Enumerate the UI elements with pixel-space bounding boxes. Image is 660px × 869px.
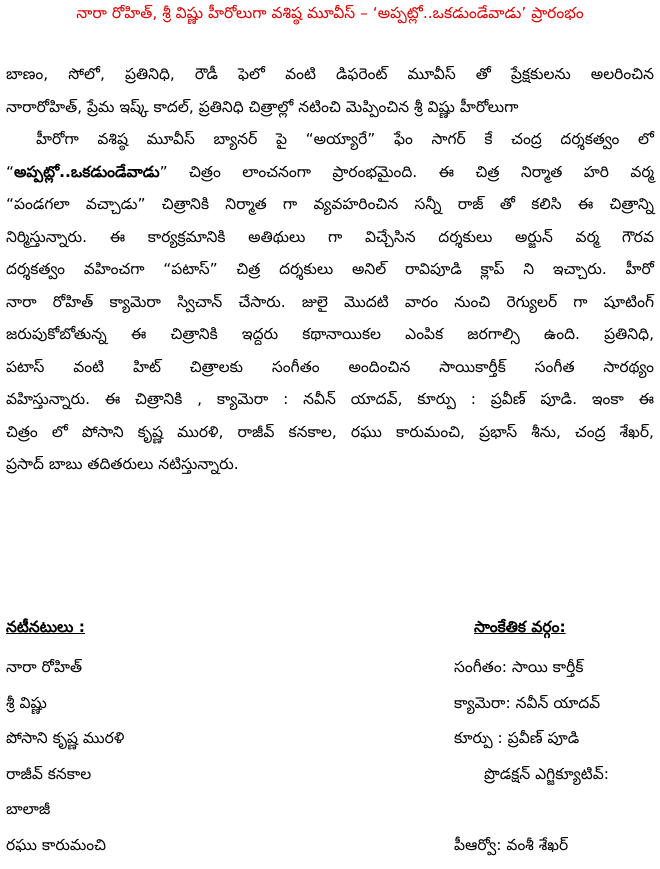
cast-item: రఘు కారుమంచి bbox=[6, 835, 107, 854]
article-title: నారా రోహిత్, శ్రీ విష్ణు హీరోలుగా వశిష్ఠ మూవీస్ – ‘అప్పట్లో..ఒకడుండేవాడు’ ప్రారంభం bbox=[76, 4, 584, 22]
article-body bbox=[0, 58, 660, 481]
cast-item: రాజీవ్ కనకాల bbox=[6, 764, 92, 783]
cast-item: నారా రోహిత్ bbox=[6, 658, 83, 676]
cast-item: బాలాజీ bbox=[6, 800, 51, 818]
crew-item: పీఆర్వో: వంశీ శేఖర్ bbox=[454, 835, 569, 854]
article-line: బాణం, సోలో, ప్రతినిధి, రౌడీ ఫెలో వంటి డిఫరెంట్ మూవీస్ తో ప్రేక్షకులను అలరించిన bbox=[6, 65, 654, 83]
article-line: నారా రోహిత్ క్యామెరా స్విచాన్ చేసారు. జులై మొదటి వారం నుంచి రెగ్యులర్ గా షూటింగ్ bbox=[6, 292, 654, 311]
article-line: జరుపుకోబోతున్న ఈ చిత్రానికి ఇద్దరు కథానాయికల ఎంపిక జరగాల్సి ఉంది. ప్రతినిధి, bbox=[6, 325, 654, 343]
cast-item: శ్రీ విష్ణు bbox=[6, 693, 47, 712]
article-line: చిత్రం లో పోసాని కృష్ణ మురళి, రాజీవ్ కనకాల, రఘు కారుమంచి, ప్రభాస్ శీను, చంద్ర శేఖర్, bbox=[6, 422, 654, 441]
article-line: దర్శకత్వం వహించగా “పటాస్” చిత్ర దర్శకులు అనిల్ రావిపూడి క్లాప్ ని ఇచ్చారు. హీరో bbox=[6, 260, 654, 278]
crew-item: కూర్పు : ప్రవీణ్ పూడి bbox=[454, 729, 580, 747]
article-line: వహిస్తున్నారు. ఈ చిత్రానికి , క్యామెరా : నవీన్ యాదవ్, కూర్పు : ప్రవీణ్ పూడి. ఇంకా ఈ bbox=[6, 390, 654, 408]
article-line: పటాస్ వంటి హిట్ చిత్రాలకు సంగీతం అందించిన సాయికార్తీక్ సంగీత సారథ్యం bbox=[6, 357, 654, 376]
article-line-rest: ” చిత్రం లాంచనంగా ప్రారంభమైంది. ఈ చిత్ర నిర్మాత హరి వర్మ bbox=[159, 162, 654, 181]
article-line: నారారోహిత్, ప్రేమ ఇష్క్ కాదల్, ప్రతినిధి చిత్రాల్లో నటించి మెప్పించిన శ్రీ విష్ణు హీరోలుగా bbox=[6, 97, 519, 116]
technical-crew-heading: సాంకేతిక వర్గం: bbox=[474, 618, 566, 636]
crew-item bbox=[454, 792, 609, 828]
crew-item: క్యామెరా: నవీన్ యాదవ్ bbox=[454, 693, 601, 712]
technical-crew-list bbox=[454, 650, 609, 863]
cast-heading: నటీనటులు : bbox=[6, 618, 86, 636]
movie-name: అప్పట్లో..ఒకడుండేవాడు bbox=[14, 162, 160, 181]
article-line: హీరోగా వశిష్ఠ మూవీస్ బ్యానర్ పై “అయ్యారే” ఫేం సాగర్ కే చంద్ర దర్శకత్వం లో bbox=[36, 130, 654, 148]
article-line: “అప్పట్లో..ఒకడుండేవాడు” చిత్రం లాంచనంగా ప్రారంభమైంది. ఈ చిత్ర నిర్మాత హరి వర్మ bbox=[6, 162, 654, 181]
article-line: నిర్మిస్తున్నారు. ఈ కార్యక్రమానికి అతిథులు గా విచ్చేసిన దర్శకులు అర్జున్ వర్మ గౌరవ bbox=[6, 227, 654, 246]
cast-list bbox=[6, 650, 124, 863]
crew-item: సంగీతం: సాయి కార్తీక్ bbox=[454, 658, 584, 676]
article-line: “పండగలా వచ్చాడు” చిత్రానికి నిర్మాత గా వ్యవహరించిన సన్నీ రాజ్ తో కలిసి ఈ చిత్రాన్ని bbox=[6, 195, 654, 213]
cast-item: పోసాని కృష్ణ మురళి bbox=[6, 729, 125, 747]
article-line: ప్రసాద్ బాబు తదితరులు నటిస్తున్నారు. bbox=[6, 455, 239, 473]
crew-item: ప్రొడక్షన్ ఎగ్జిక్యూటివ్: bbox=[484, 764, 609, 783]
